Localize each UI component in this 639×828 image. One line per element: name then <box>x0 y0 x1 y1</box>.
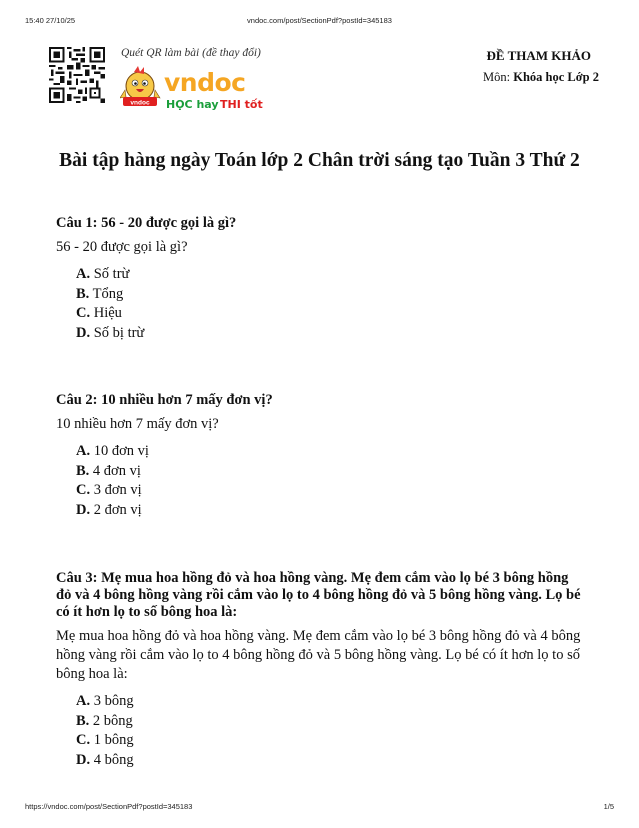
option-letter: B. <box>76 712 90 729</box>
page-title: Bài tập hàng ngày Toán lớp 2 Chân trời sáng tạo Tuần 3 Thứ 2 <box>59 150 580 171</box>
option-a[interactable] <box>76 442 586 462</box>
option-letter: A. <box>76 266 91 282</box>
svg-text:HỌC hay: HỌC hay <box>166 98 219 111</box>
question-body: Mẹ mua hoa hồng đỏ và hoa hồng vàng. Mẹ đem cắm vào lọ bé 3 bông hồng đỏ và 4 bông hồng vàng rồi cắm vào lọ to 4 bông hồng đỏ và 5 bông hồng vàng. Lọ bé có ít hơn lọ to số bông hoa là: <box>56 628 581 682</box>
option-d[interactable] <box>76 751 586 771</box>
question-3 <box>56 570 586 770</box>
option-b[interactable] <box>76 285 586 305</box>
option-text: Hiệu <box>93 305 122 321</box>
vndoc-logo[interactable] <box>120 64 270 112</box>
qr-code-icon[interactable] <box>49 47 105 103</box>
option-text: 2 đơn vị <box>93 501 142 518</box>
page-number: 1/5 <box>603 802 614 811</box>
question-1 <box>56 215 586 343</box>
option-letter: D. <box>76 751 91 768</box>
document-meta <box>483 48 599 85</box>
option-letter: B. <box>76 462 90 479</box>
print-datetime: 15:40 27/10/25 <box>25 16 76 25</box>
option-text: Số trừ <box>93 266 130 282</box>
document-kind: ĐỀ THAM KHẢO <box>486 48 591 63</box>
question-label: Câu 1: <box>56 215 98 231</box>
svg-text:THI tốt: THI tốt <box>220 98 263 111</box>
option-a[interactable] <box>76 692 586 712</box>
option-letter: A. <box>76 443 91 459</box>
options-list <box>56 265 586 343</box>
subject-label: Môn: <box>483 70 511 84</box>
option-c[interactable] <box>76 731 586 751</box>
option-text: 10 đơn vị <box>93 443 149 459</box>
option-a[interactable] <box>76 265 586 285</box>
question-label: Câu 2: <box>56 392 98 408</box>
print-url: vndoc.com/post/SectionPdf?postId=345183 <box>247 16 392 25</box>
option-text: 3 đơn vị <box>93 482 142 498</box>
option-text: 4 bông <box>93 751 134 768</box>
question-title <box>56 215 586 232</box>
option-text: 1 bông <box>93 732 134 748</box>
option-d[interactable] <box>76 501 586 521</box>
option-text: 2 bông <box>92 712 133 729</box>
option-text: 3 bông <box>93 693 134 709</box>
question-body: 56 - 20 được gọi là gì? <box>56 239 188 255</box>
question-title <box>56 392 586 409</box>
option-letter: D. <box>76 501 91 518</box>
option-text: Tổng <box>92 285 124 302</box>
question-heading: Mẹ mua hoa hồng đỏ và hoa hồng vàng. Mẹ đem cắm vào lọ bé 3 bông hồng đỏ và 4 bông hồng vàng rồi cắm vào lọ to 4 bông hồng đỏ và 5 bông hồng vàng. Lọ bé có ít hơn lọ to số bông hoa là: <box>56 570 581 620</box>
option-c[interactable] <box>76 481 586 501</box>
option-letter: A. <box>76 693 91 709</box>
subject-line <box>483 70 599 85</box>
option-letter: C. <box>76 482 91 498</box>
option-letter: D. <box>76 324 91 341</box>
question-body: 10 nhiều hơn 7 mấy đơn vị? <box>56 416 219 432</box>
svg-text:vndoc: vndoc <box>164 68 246 97</box>
question-heading: 56 - 20 được gọi là gì? <box>101 215 237 231</box>
question-2 <box>56 392 586 520</box>
subject-value: Khóa học Lớp 2 <box>513 70 599 84</box>
option-b[interactable] <box>76 712 586 732</box>
question-heading: 10 nhiều hơn 7 mấy đơn vị? <box>101 392 273 408</box>
option-text: Số bị trừ <box>93 324 145 341</box>
options-list <box>56 692 586 770</box>
svg-text:vndoc: vndoc <box>130 99 150 107</box>
options-list <box>56 442 586 520</box>
option-c[interactable] <box>76 304 586 324</box>
qr-caption: Quét QR làm bài (đề thay đổi) <box>121 47 261 59</box>
option-d[interactable] <box>76 324 586 344</box>
option-letter: B. <box>76 285 90 302</box>
option-text: 4 đơn vị <box>92 462 141 479</box>
footer-url: https://vndoc.com/post/SectionPdf?postId=345183 <box>25 802 193 811</box>
option-b[interactable] <box>76 462 586 482</box>
question-label: Câu 3: <box>56 570 98 586</box>
option-letter: C. <box>76 305 91 321</box>
option-letter: C. <box>76 732 91 748</box>
question-title <box>56 570 586 621</box>
